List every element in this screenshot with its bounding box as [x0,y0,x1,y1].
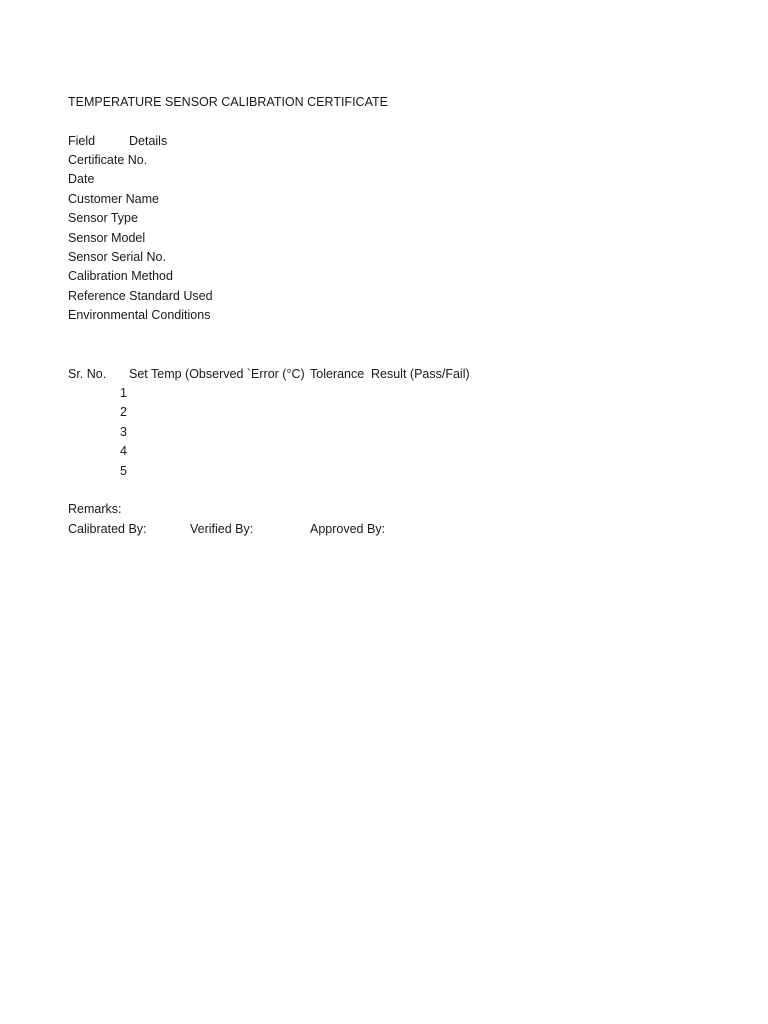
remarks-label: Remarks: [68,502,122,516]
details-header-details: Details [129,134,168,148]
readings-row-sr-no: 4 [120,444,127,458]
readings-header-tolerance: Tolerance [310,367,365,381]
readings-row-sr-no: 3 [120,425,127,439]
field-customer-name: Customer Name [68,192,159,206]
field-date: Date [68,172,95,186]
field-certificate-no: Certificate No. [68,153,148,167]
details-header-field: Field [68,134,96,148]
readings-row-sr-no: 2 [120,405,127,419]
field-reference-standard: Reference Standard Used [68,289,213,303]
verified-by-label: Verified By: [190,522,254,536]
readings-header-sr-no: Sr. No. [68,367,107,381]
readings-row-sr-no: 5 [120,464,127,478]
field-calibration-method: Calibration Method [68,269,173,283]
field-sensor-model: Sensor Model [68,231,146,245]
certificate-title: TEMPERATURE SENSOR CALIBRATION CERTIFICATE [68,95,388,109]
field-sensor-serial-no: Sensor Serial No. [68,250,166,264]
approved-by-label: Approved By: [310,522,386,536]
readings-row-sr-no: 1 [120,386,127,400]
readings-header-set-temp: Set Temp (Observed `Error (°C) [129,367,305,381]
calibrated-by-label: Calibrated By: [68,522,147,536]
field-sensor-type: Sensor Type [68,211,138,225]
field-environmental-conditions: Environmental Conditions [68,308,211,322]
readings-header-result: Result (Pass/Fail) [371,367,470,381]
